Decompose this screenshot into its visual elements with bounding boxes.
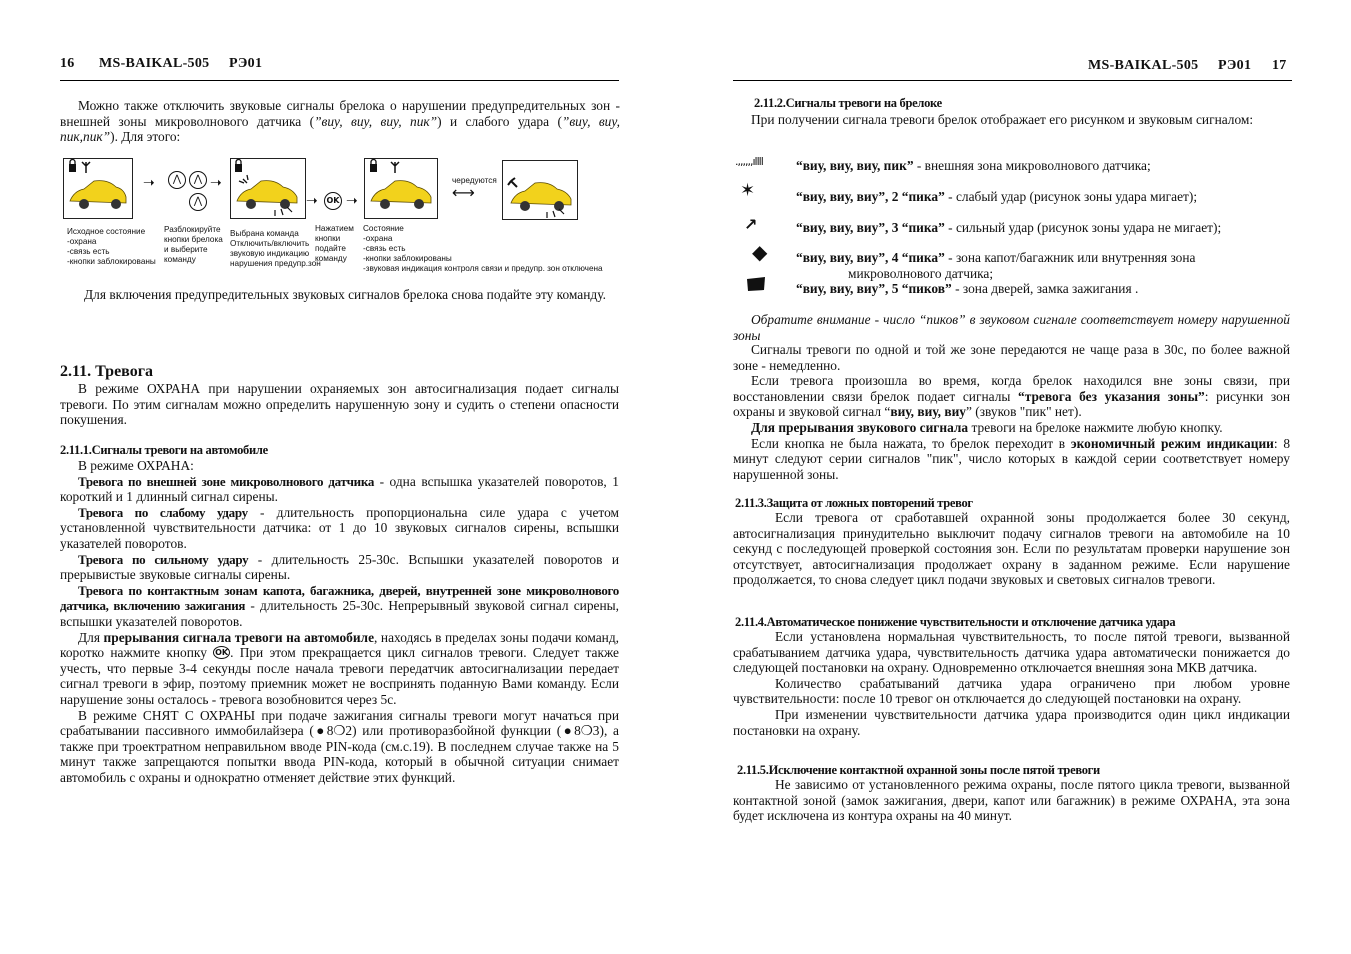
right-page-number: 17 [1272,58,1287,73]
alarm-microwave-para: Тревога по внешней зоне микроволнового датчика - одна вспышка указателей поворотов, 1 короткий и 1 длинный сигнал сирены. [60,473,619,505]
ok-button-icon: OK [324,192,342,210]
economy-mode-para: Если кнопка не была нажата, то брелок переходит в экономичный режим индикации: 8 минут следуют серии сигналов "пик", число которых в каждой серии соответствует номеру нарушенной зоны. [733,435,1291,482]
right-header-code: РЭ01 [1218,58,1252,73]
right-header-rule [733,80,1292,81]
section-2-11-4-title: 2.11.4.Автоматическое понижение чувствительности и отключение датчика удара [735,615,1176,629]
intro-paragraph: Можно также отключить звуковые сигналы брелока о нарушении предупредительных зон - внешней зоны микроволнового датчика (”виу, виу, виу, пик”) и слабого удара (”виу, виу, пик,пик”). Для этого: [60,98,620,145]
section-2-11-text: В режиме ОХРАНА при нарушении охраняемых зон автосигнализация подает сигналы тревоги. По этим сигналам можно определить нарушенную зону и судить о степени опасности покушения. [60,381,619,428]
note-italic: Обратите внимание - число “пиков” в звуковом сигнале соответствует номеру нарушенной зоны [733,312,1290,343]
left-header-model: MS-BAIKAL-505 [99,56,210,71]
state-box-result [364,158,438,219]
microwave-wave-icon: .,,,,,,ıllll [735,155,763,168]
car-alert-icon [231,159,305,218]
sensitivity-change-para: При изменении чувствительности датчика удара производится один цикл индикации постановки на охрану. [733,706,1290,738]
section-2-11-3-text: Если тревога от сработавшей охранной зоны продолжается более 30 секунд, автосигнализация принудительно выключит подачу сигналов тревоги на автомобиле на 10 секунд с последующей проверкой состояния зон. Если по результатам проверки нарушение зон отсутствует, автосигнализация продолжает охрану в заданном режиме. Если нарушение продолжается, то снова следует цикл подачи звуковых и световых сигналов тревоги. [733,510,1290,588]
section-2-11-5-text: Не зависимо от установленного режима охраны, после пятого цикла тревоги, вызванной контактной зоной (замок зажигания, двери, капот или багажник) в режиме ОХРАНА, эта зона будет исключена из контура охраны на 40 минут. [733,777,1290,824]
interrupt-sound-para: Для прерывания звукового сигнала тревоги на брелоке нажмите любую кнопку. [751,419,1223,435]
enable-paragraph: Для включения предупредительных звуковых сигналов брелока снова подайте эту команду. [84,287,606,302]
alternate-label: чередуются [452,176,497,185]
out-of-range-para: Если тревога произошла во время, когда брелок находился вне зоны связи, при восстановлении связи брелок подает сигналы “тревога без указания зоны”: рисунки зон охраны и звуковой сигнал “виу, виу, виу” (звуков "пик" нет). [733,373,1291,420]
section-2-11-1-title: 2.11.1.Сигналы тревоги на автомобиле [60,443,268,457]
caption-press-ok: Нажатием кнопки подайте команду [315,224,354,263]
left-page-number: 16 [60,56,75,71]
state-box-initial [63,158,133,219]
section-2-11-4-body [733,629,1290,738]
alarm-strong-shock-para: Тревога по сильному удару - длительность 25-30с. Вспышки указателей поворотов и прерывистые звуковые сигналы сирены. [60,551,619,583]
left-header-rule [60,80,619,81]
car-armed-icon [365,159,437,218]
signal-row: “виу, виу, виу”, 5 “пиков” - зона дверей, замка зажигания . [796,281,1139,296]
caption-unlock: Разблокируйте кнопки брелока и выберите команду [164,225,223,264]
caption-initial-state: Исходное состояние -охрана -связь есть -кнопки заблокированы [67,227,156,266]
arrow-right-icon: ➝ [210,175,222,191]
right-header-model: MS-BAIKAL-505 [1088,58,1199,73]
ok-button-icon: OK [215,648,229,658]
alarm-contact-zones-para: Тревога по контактным зонам капота, багажника, дверей, внутренней зоне микроволнового датчика, включению зажигания - длительность 25-30с. Непрерывный звуковой сигнал сирены, вспышки указателей поворотов. [60,582,619,629]
double-arrow-icon: ⟷ [452,183,475,202]
diamond-icon: ◆ [752,240,768,264]
signal-row: “виу, виу, виу”, 3 “пика” - сильный удар (рисунок зоны удара не мигает); [796,220,1222,235]
weak-shock-icon: ✶ [740,180,756,201]
sensitivity-para: Если установлена нормальная чувствительность, то после пятой тревоги, вызванной срабатыванием датчика удара, чувствительность датчика удара автоматически понижается до следующей постановки на охрану. Одновременно отключается внешняя зона МКВ датчика. [733,629,1290,676]
car-armed-icon [64,159,132,218]
select-button-icon: ⋀ [189,193,207,211]
repeat-interval-para: Сигналы тревоги по одной и той же зоне передаются не чаще раза в 30с, по более важной зоне - немедленно. [733,342,1290,373]
state-box-alternate [502,160,578,220]
car-shock-icon [503,161,577,219]
section-2-11-2-title: 2.11.2.Сигналы тревоги на брелоке [754,96,942,110]
section-2-11-title: 2.11. Тревога [60,363,153,380]
arrow-right-icon: ➝ [143,175,155,191]
right-body [733,342,1290,482]
caption-selected-command: Выбрана команда Отключить/включить звуковую индикацию нарушения предупр.зон [230,229,321,268]
section-2-11-5-title: 2.11.5.Исключение контактной охранной зоны после пятой тревоги [737,763,1100,777]
state-box-selected [230,158,306,219]
unlock-button-icon: ⋀ [168,171,186,189]
signal-row: “виу, виу, виу”, 4 “пика” - зона капот/багажник или внутренняя зона [796,250,1196,265]
arrow-right-icon: ➝ [306,193,318,209]
signal-row-continued: микроволнового датчика; [848,266,994,281]
caption-result-state: Состояние -охрана -связь есть -кнопки заблокированы -звуковая индикация контроля связи и предупр. зон отключена [363,224,603,273]
alarm-weak-shock-para: Тревога по слабому удару - длительность пропорциональна силе удара с учетом установленной чувствительности датчика: от 1 до 10 звуковых сигналов сирены, вспышки указателей поворотов. [60,504,619,551]
door-icon [746,276,766,296]
signal-row: “виу, виу, виу”, 2 “пика” - слабый удар (рисунок зоны удара мигает); [796,189,1198,204]
section-2-11-1-body [60,458,619,785]
signal-row: “виу, виу, виу, пик” - внешняя зона микроволнового датчика; [796,158,1151,173]
section-2-11-2-text: При получении сигнала тревоги брелок отображает его рисунком и звуковым сигналом: [751,112,1254,127]
disarmed-mode-para: В режиме СНЯТ С ОХРАНЫ при подаче зажигания сигналы тревоги могут начаться при срабатывании пассивного иммобилайзера (●8❍2) или противоразбойной функции (●8❍3), а также при троектратном неправильном вводе PIN-кода (см.с.19). В последнем случае также на 5 минут также запрещаются попытки ввода PIN-кода, который в обычной ситуации снимает автомобиль с охраны и однократно отменяет действие этих функций. [60,707,619,785]
unlock-button-icon: ⋀ [189,171,207,189]
alarm-interrupt-para: Для прерывания сигнала тревоги на автомобиле, находясь в пределах зоны подачи команд, коротко нажмите кнопку OK . При этом прекращается цикл сигналов тревоги. Следует также учесть, что первые 3-4 секунды после начала тревоги передатчик автосигнализации передает сигнал тревоги в эфир, поэтому приемник может не воспринять поданную Вами команду. Если нарушение зоны осталось - тревога возобновится через 5с. [60,629,620,707]
arrow-right-icon: ➝ [346,193,358,209]
mode-line: В режиме ОХРАНА: [78,458,194,473]
shock-count-para: Количество срабатываний датчика удара ограничено при любом уровне чувствительности: после 10 тревог он отключается до следующей постановки на охрану. [733,675,1290,707]
left-header-code: РЭ01 [229,56,263,71]
hammer-icon: ↗ [744,215,758,234]
section-2-11-3-title: 2.11.3.Защита от ложных повторений тревог [735,496,973,510]
